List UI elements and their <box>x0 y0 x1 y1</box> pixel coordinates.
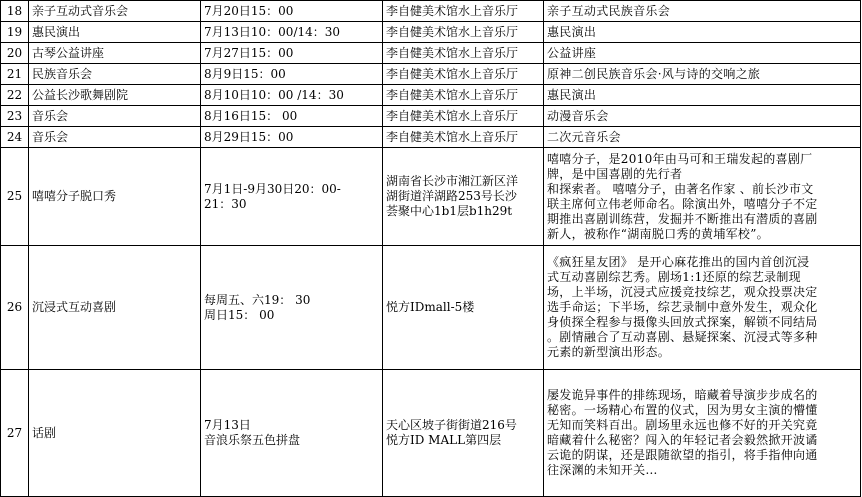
table-row <box>1 370 861 497</box>
event-description: 动漫音乐会 <box>544 106 861 127</box>
event-venue: 李自健美术馆水上音乐厅 <box>383 1 544 22</box>
table-row <box>1 246 861 370</box>
row-number: 21 <box>1 64 29 85</box>
table-row <box>1 85 861 106</box>
event-name: 沉浸式互动喜剧 <box>29 246 201 370</box>
event-name: 嘻嘻分子脱口秀 <box>29 148 201 246</box>
row-number: 18 <box>1 1 29 22</box>
row-number: 27 <box>1 370 29 497</box>
event-time: 7月27日15：00 <box>201 43 383 64</box>
row-number: 20 <box>1 43 29 64</box>
event-description: 亲子互动式民族音乐会 <box>544 1 861 22</box>
table-row <box>1 127 861 148</box>
table-row <box>1 1 861 22</box>
event-time: 8月10日10：00 /14：30 <box>201 85 383 106</box>
event-venue: 李自健美术馆水上音乐厅 <box>383 127 544 148</box>
event-venue: 天心区坡子街街道216号 悦方ID MALL第四层 <box>383 370 544 497</box>
event-venue: 悦方IDmall-5楼 <box>383 246 544 370</box>
event-venue: 李自健美术馆水上音乐厅 <box>383 106 544 127</box>
event-description: 公益讲座 <box>544 43 861 64</box>
event-venue: 李自健美术馆水上音乐厅 <box>383 85 544 106</box>
event-venue: 李自健美术馆水上音乐厅 <box>383 64 544 85</box>
table-row <box>1 64 861 85</box>
event-name: 音乐会 <box>29 106 201 127</box>
event-description: 惠民演出 <box>544 85 861 106</box>
event-name: 话剧 <box>29 370 201 497</box>
row-number: 23 <box>1 106 29 127</box>
event-description: 二次元音乐会 <box>544 127 861 148</box>
event-time: 7月20日15：00 <box>201 1 383 22</box>
table-row <box>1 106 861 127</box>
row-number: 19 <box>1 22 29 43</box>
event-name: 公益长沙歌舞剧院 <box>29 85 201 106</box>
event-description: 惠民演出 <box>544 22 861 43</box>
event-time: 8月9日15：00 <box>201 64 383 85</box>
event-name: 音乐会 <box>29 127 201 148</box>
event-time: 每周五、六19： 30 周日15： 00 <box>201 246 383 370</box>
event-name: 民族音乐会 <box>29 64 201 85</box>
event-name: 惠民演出 <box>29 22 201 43</box>
event-time: 8月16日15： 00 <box>201 106 383 127</box>
row-number: 24 <box>1 127 29 148</box>
event-description: 《疯狂星友团》 是开心麻花推出的国内首创沉浸 式互动喜剧综艺秀。剧场1:1还原的综艺录制现 场，上半场，沉浸式应援竞技综艺，观众投票决定 选手命运；下半场，综艺录制中意外发生，观众化 身侦探全程参与摄像头回放式探案，解锁不同结局 。剧情融合了互动喜剧、悬疑探案、沉浸式等多种 元素的新型演出形态。 <box>544 246 861 370</box>
row-number: 22 <box>1 85 29 106</box>
event-description: 原神二创民族音乐会·风与诗的交响之旅 <box>544 64 861 85</box>
event-time: 8月29日15：00 <box>201 127 383 148</box>
event-time: 7月1日-9月30日20：00- 21：30 <box>201 148 383 246</box>
event-time: 7月13日 音浪乐祭五色拼盘 <box>201 370 383 497</box>
event-time: 7月13日10：00/14：30 <box>201 22 383 43</box>
event-venue: 李自健美术馆水上音乐厅 <box>383 43 544 64</box>
row-number: 25 <box>1 148 29 246</box>
table-row <box>1 43 861 64</box>
event-name: 古琴公益讲座 <box>29 43 201 64</box>
event-description: 嘻嘻分子，是2010年由马可和王瑞发起的喜剧厂 牌，是中国喜剧的先行者 和探索者。 嘻嘻分子，由著名作家 、前长沙市文 联主席何立伟老师命名。除演出外，嘻嘻分子不定 期推出喜剧训练营，发掘并不断推出有潜质的喜剧 新人，被称作“湖南脱口秀的黄埔军校”。 <box>544 148 861 246</box>
event-name: 亲子互动式音乐会 <box>29 1 201 22</box>
event-description: 屡发诡异事件的排练现场，暗藏着导演步步成名的 秘密。一场精心布置的仪式，因为男女主演的懵懂 无知而笑料百出。剧场里永远也修不好的开关究竟 暗藏着什么秘密？闯入的年轻记者会毅然掀开波谲 云诡的阴谋，还是跟随欲望的指引，将手指伸向通 往深渊的未知开关… <box>544 370 861 497</box>
table-row <box>1 148 861 246</box>
event-venue: 李自健美术馆水上音乐厅 <box>383 22 544 43</box>
row-number: 26 <box>1 246 29 370</box>
event-venue: 湖南省长沙市湘江新区洋 湖街道洋湖路253号长沙 荟聚中心1b1层b1h29t <box>383 148 544 246</box>
table-row <box>1 22 861 43</box>
